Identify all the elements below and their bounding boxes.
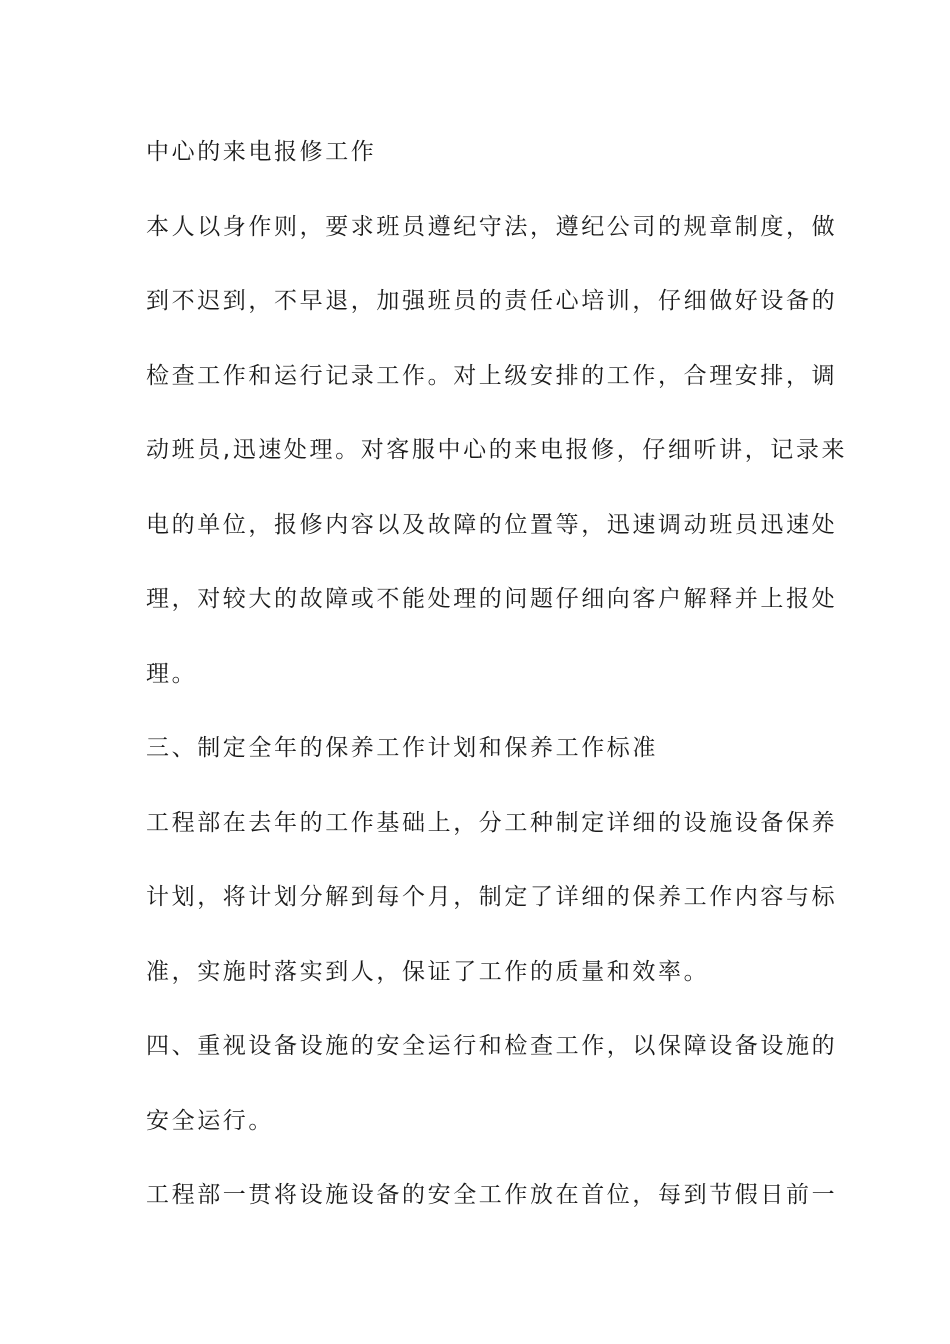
paragraph-line: 本人以身作则，要求班员遵纪守法，遵纪公司的规章制度，做 — [146, 214, 838, 240]
paragraph-line: 到不迟到，不早退，加强班员的责任心培训，仔细做好设备的 — [146, 288, 838, 314]
paragraph-line: 检查工作和运行记录工作。对上级安排的工作，合理安排，调 — [146, 363, 838, 389]
section-heading: 四、重视设备设施的安全运行和检查工作，以保障设备设施的 — [146, 1033, 838, 1059]
paragraph-line: 计划，将计划分解到每个月，制定了详细的保养工作内容与标 — [146, 884, 838, 910]
paragraph-line: 动班员,迅速处理。对客服中心的来电报修，仔细听讲，记录来 — [146, 437, 848, 463]
paragraph-line: 工程部在去年的工作基础上，分工种制定详细的设施设备保养 — [146, 810, 838, 836]
paragraph-line: 理，对较大的故障或不能处理的问题仔细向客户解释并上报处 — [146, 586, 838, 612]
paragraph-line: 工程部一贯将设施设备的安全工作放在首位，每到节假日前一 — [146, 1182, 838, 1208]
paragraph-line: 中心的来电报修工作 — [146, 139, 377, 165]
paragraph-line: 准，实施时落实到人，保证了工作的质量和效率。 — [146, 959, 710, 985]
section-heading: 安全运行。 — [146, 1108, 274, 1134]
paragraph-line: 电的单位，报修内容以及故障的位置等，迅速调动班员迅速处 — [146, 512, 838, 538]
paragraph-line: 理。 — [146, 661, 198, 687]
section-heading: 三、制定全年的保养工作计划和保养工作标准 — [146, 735, 658, 761]
